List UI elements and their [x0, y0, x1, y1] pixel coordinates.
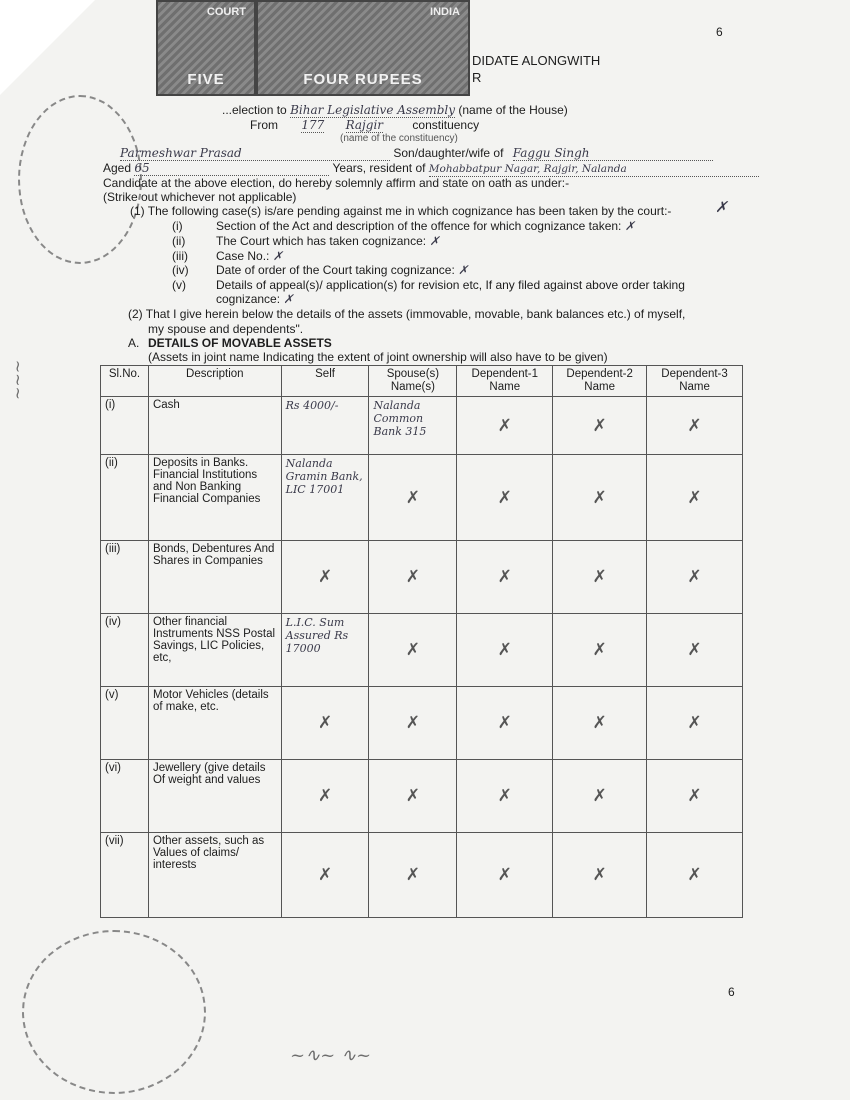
- nil-mark: ✗: [457, 687, 553, 760]
- nil-mark: ✗: [457, 833, 553, 918]
- case-item-number: (iii): [172, 249, 188, 263]
- nil-mark: ✗: [553, 833, 647, 918]
- bottom-signature: ~∿~ ∿~: [290, 1045, 372, 1066]
- constituency-caption: (name of the constituency): [340, 133, 458, 144]
- nil-mark: ✗: [553, 760, 647, 833]
- case-item-text: Date of order of the Court taking cognizance:: [216, 263, 455, 277]
- nil-mark: ✗: [369, 455, 457, 541]
- case-item-5: [172, 278, 685, 292]
- header-title-line2: R: [472, 70, 482, 85]
- case-item-number: (iv): [172, 263, 189, 277]
- self-value-handwritten: Nalanda Gramin Bank, LIC 17001: [281, 455, 369, 541]
- aged-label: Aged: [103, 161, 132, 175]
- column-header: Dependent-3 Name: [647, 366, 743, 397]
- column-header: Dependent-1 Name: [457, 366, 553, 397]
- nil-mark: ✗: [647, 833, 743, 918]
- case-item-text: Case No.:: [216, 249, 270, 263]
- nil-mark: ✗: [283, 292, 294, 306]
- nil-mark: ✗: [281, 687, 369, 760]
- self-value-handwritten: Rs 4000/-: [281, 397, 369, 455]
- age-handwritten: 65: [134, 161, 329, 176]
- nil-mark: ✗: [457, 614, 553, 687]
- row-number: (iv): [101, 614, 149, 687]
- nil-mark: ✗: [457, 541, 553, 614]
- nil-mark: ✗: [647, 687, 743, 760]
- row-number: (vi): [101, 760, 149, 833]
- resident-label: Years, resident of: [332, 161, 426, 175]
- row-number: (vii): [101, 833, 149, 918]
- case-item-5-continued: [216, 292, 293, 306]
- nil-mark: ✗: [369, 687, 457, 760]
- nil-mark: ✗: [624, 219, 635, 233]
- column-header: Spouse(s) Name(s): [369, 366, 457, 397]
- spouse-value-handwritten: Nalanda Common Bank 315: [369, 397, 457, 455]
- case-item-text: Details of appeal(s)/ application(s) for revision etc, If any filed against above order taking: [216, 278, 685, 292]
- nil-mark: ✗: [281, 833, 369, 918]
- election-line: [222, 103, 568, 117]
- nil-mark: ✗: [369, 614, 457, 687]
- case-item-3: [172, 249, 283, 263]
- section-title: DETAILS OF MOVABLE ASSETS: [148, 336, 332, 350]
- section-letter: A.: [128, 336, 140, 350]
- court-fee-stamp-five: [156, 0, 256, 96]
- candidate-name-handwritten: Parmeshwar Prasad: [120, 146, 390, 161]
- row-description: Other assets, such as Values of claims/ interests: [148, 833, 281, 918]
- nil-mark: ✗: [553, 614, 647, 687]
- nil-mark: ✗: [281, 541, 369, 614]
- stamp-label: FOUR RUPEES: [303, 71, 423, 88]
- court-fee-stamp-four-rupees: [256, 0, 470, 96]
- row-number: (i): [101, 397, 149, 455]
- stamp-top-text: COURT: [206, 6, 246, 18]
- column-header: Self: [281, 366, 369, 397]
- self-value-handwritten: L.I.C. Sum Assured Rs 17000: [281, 614, 369, 687]
- case-item-1: [172, 219, 635, 233]
- joint-ownership-note: (Assets in joint name Indicating the extent of joint ownership will also have to be given): [148, 350, 608, 364]
- nil-mark: ✗: [553, 397, 647, 455]
- nil-mark: ✗: [647, 397, 743, 455]
- nil-mark: ✗: [457, 760, 553, 833]
- movable-assets-table: [100, 365, 743, 918]
- case-item-number: (v): [172, 278, 186, 292]
- residence-handwritten: Mohabbatpur Nagar, Rajgir, Nalanda: [429, 162, 759, 177]
- case-item-text: The Court which has taken cognizance:: [216, 234, 427, 248]
- constituency-label: constituency: [412, 118, 480, 132]
- table-row: [101, 833, 743, 918]
- margin-signature: ~~~: [8, 359, 27, 400]
- aged-line: [103, 161, 759, 177]
- header-title-line1: DIDATE ALONGWITH: [472, 53, 601, 68]
- nil-mark: ✗: [458, 263, 469, 277]
- nil-mark: ✗: [647, 455, 743, 541]
- nil-mark: ✗: [457, 455, 553, 541]
- constituency-name-handwritten: Rajgir: [345, 118, 384, 132]
- case-item-2: [172, 234, 440, 248]
- table-row: [101, 760, 743, 833]
- case-item-text: Section of the Act and description of the offence for which cognizance taken:: [216, 219, 622, 233]
- nil-mark: ✗: [272, 249, 283, 263]
- oath-statement: Candidate at the above election, do hereby solemnly affirm and state on oath as under:-: [103, 176, 570, 190]
- house-caption: (name of the House): [458, 103, 568, 117]
- folded-corner: [0, 0, 95, 95]
- cases-intro: (1) The following case(s) is/are pending against me in which cognizance has been taken by the court:-: [130, 204, 672, 218]
- nil-mark: ✗: [369, 760, 457, 833]
- row-description: Deposits in Banks. Financial Institutions and Non Banking Financial Companies: [148, 455, 281, 541]
- nil-mark: ✗: [647, 541, 743, 614]
- nil-mark: ✗: [369, 541, 457, 614]
- nil-mark: ✗: [281, 760, 369, 833]
- column-header: Sl.No.: [101, 366, 149, 397]
- row-description: Cash: [148, 397, 281, 455]
- nil-mark: ✗: [647, 760, 743, 833]
- from-label: From: [250, 118, 278, 132]
- assets-intro-line2: my spouse and dependents".: [148, 322, 304, 336]
- table-row: [101, 455, 743, 541]
- row-number: (iii): [101, 541, 149, 614]
- house-name-handwritten: Bihar Legislative Assembly: [290, 103, 456, 117]
- page-number-top: 6: [716, 25, 723, 39]
- parent-name-handwritten: Faggu Singh: [513, 146, 713, 161]
- nil-mark: ✗: [429, 234, 440, 248]
- table-row: [101, 397, 743, 455]
- case-item-number: (ii): [172, 234, 186, 248]
- column-header: Description: [148, 366, 281, 397]
- table-row: [101, 614, 743, 687]
- constituency-line: [250, 118, 479, 132]
- page-number-bottom: 6: [728, 985, 735, 999]
- column-header: Dependent-2 Name: [553, 366, 647, 397]
- nil-mark: ✗: [369, 833, 457, 918]
- table-header-row: [101, 366, 743, 397]
- nil-mark: ✗: [457, 397, 553, 455]
- constituency-number-handwritten: 177: [301, 118, 325, 132]
- case-item-4: [172, 263, 468, 277]
- case-item-text: cognizance:: [216, 292, 281, 306]
- nil-mark: ✗: [553, 541, 647, 614]
- strike-instruction: (Strike out whichever not applicable): [103, 190, 297, 204]
- candidate-line: [120, 146, 713, 161]
- row-description: Jewellery (give details Of weight and values: [148, 760, 281, 833]
- row-description: Bonds, Debentures And Shares in Companies: [148, 541, 281, 614]
- row-description: Motor Vehicles (details of make, etc.: [148, 687, 281, 760]
- row-number: (ii): [101, 455, 149, 541]
- stamp-top-text: INDIA: [430, 6, 460, 18]
- relation-label: Son/daughter/wife of: [393, 146, 504, 160]
- stamp-label: FIVE: [187, 71, 225, 88]
- nil-mark: ✗: [647, 614, 743, 687]
- section-heading: [128, 336, 332, 350]
- nil-mark: ✗: [553, 455, 647, 541]
- case-item-number: (i): [172, 219, 183, 233]
- row-number: (v): [101, 687, 149, 760]
- assets-intro-line1: (2) That I give herein below the details of the assets (immovable, movable, bank balances etc.) of myself,: [128, 307, 686, 321]
- table-row: [101, 687, 743, 760]
- nil-mark: ✗: [553, 687, 647, 760]
- row-description: Other financial Instruments NSS Postal Savings, LIC Policies, etc,: [148, 614, 281, 687]
- election-prefix: ...election to: [222, 103, 287, 117]
- table-row: [101, 541, 743, 614]
- nil-mark: ✗: [715, 198, 728, 216]
- notary-seal-bottom: [22, 930, 206, 1094]
